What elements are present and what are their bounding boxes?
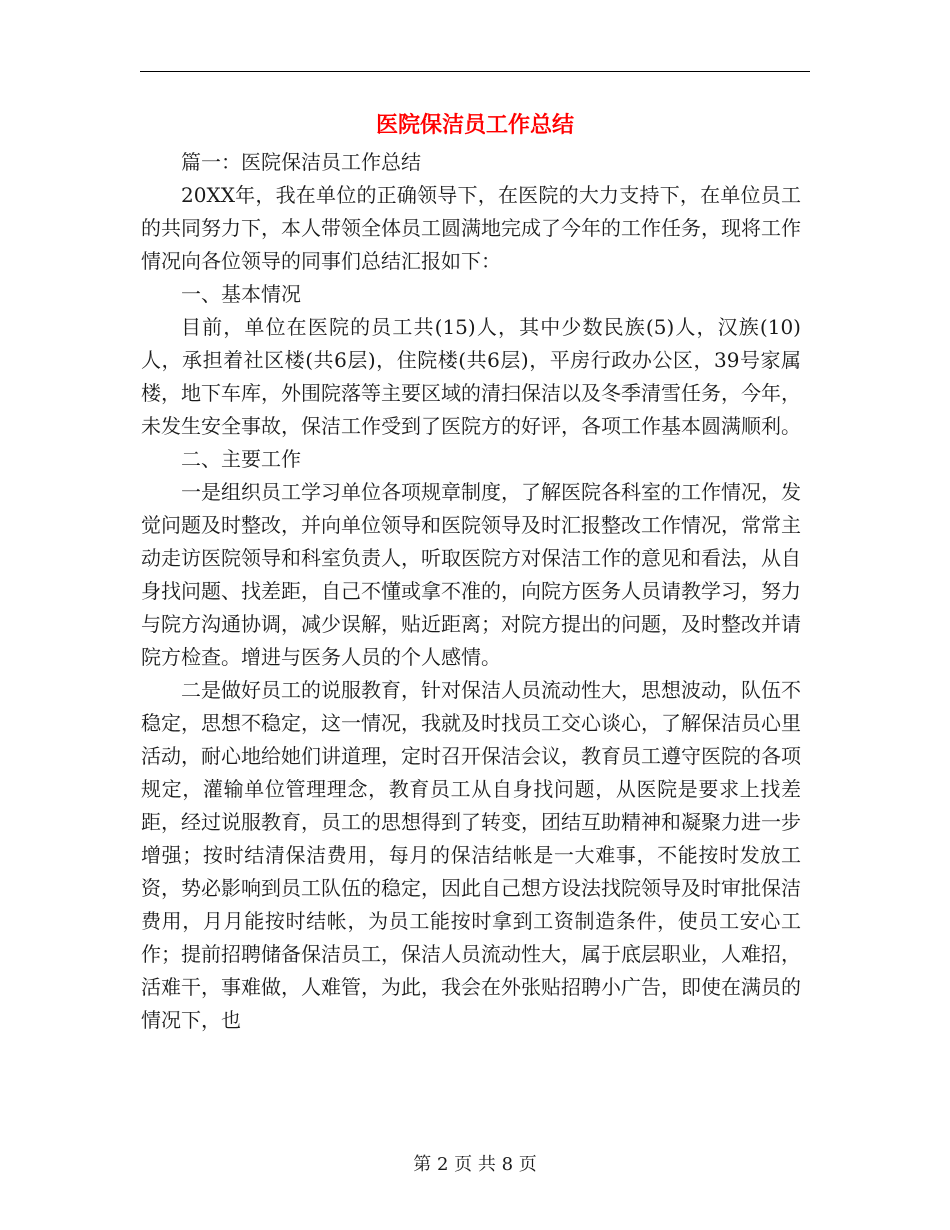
document-body [141, 146, 801, 1037]
header-rule [140, 71, 810, 72]
page-number: 第 2 页 共 8 页 [413, 1154, 537, 1175]
main-work-paragraph-two: 二是做好员工的说服教育，针对保洁人员流动性大，思想波动，队伍不稳定，思想不稳定，这一情况，我就及时找员工交心谈心，了解保洁员心里活动，耐心地给她们讲道理，定时召开保洁会议，教育员工遵守医院的各项规定，灌输单位管理理念，教育员工从自身找问题，从医院是要求上找差距，经过说服教育，员工的思想得到了转变，团结互助精神和凝聚力进一步增强；按时结清保洁费用，每月的保洁结帐是一大难事，不能按时发放工资，势必影响到员工队伍的稳定，因此自己想方设法找院领导及时审批保洁费用，月月能按时结帐，为员工能按时拿到工资制造条件，使员工安心工作；提前招聘储备保洁员工，保洁人员流动性大，属于底层职业，人难招，活难干，事难做，人难管，为此，我会在外张贴招聘小广告，即使在满员的情况下，也 [141, 678, 801, 1032]
section-heading-basic-situation: 一、基本情况 [181, 282, 301, 306]
document-title: 医院保洁员工作总结 [375, 112, 574, 138]
intro-paragraph: 20XX年，我在单位的正确领导下，在医院的大力支持下，在单位员工的共同努力下，本人带领全体员工圆满地完成了今年的工作任务，现将工作情况向各位领导的同事们总结汇报如下： [141, 183, 801, 273]
section-heading-part-one: 篇一：医院保洁员工作总结 [181, 150, 421, 174]
section-heading-main-work: 二、主要工作 [181, 447, 301, 471]
basic-situation-paragraph: 目前，单位在医院的员工共(15)人，其中少数民族(5)人，汉族(10)人，承担着社区楼(共6层)，住院楼(共6层)，平房行政办公区，39号家属楼，地下车库，外围院落等主要区域的清扫保洁以及冬季清雪任务，今年，未发生安全事故，保洁工作受到了医院方的好评，各项工作基本圆满顺利。 [141, 315, 801, 438]
main-work-paragraph-one: 一是组织员工学习单位各项规章制度，了解医院各科室的工作情况，发觉问题及时整改，并向单位领导和医院领导及时汇报整改工作情况，常常主动走访医院领导和科室负责人，听取医院方对保洁工作的意见和看法，从自身找问题、找差距，自己不懂或拿不准的，向院方医务人员请教学习，努力与院方沟通协调，减少误解，贴近距离；对院方提出的问题，及时整改并请院方检查。增进与医务人员的个人感情。 [141, 480, 801, 669]
